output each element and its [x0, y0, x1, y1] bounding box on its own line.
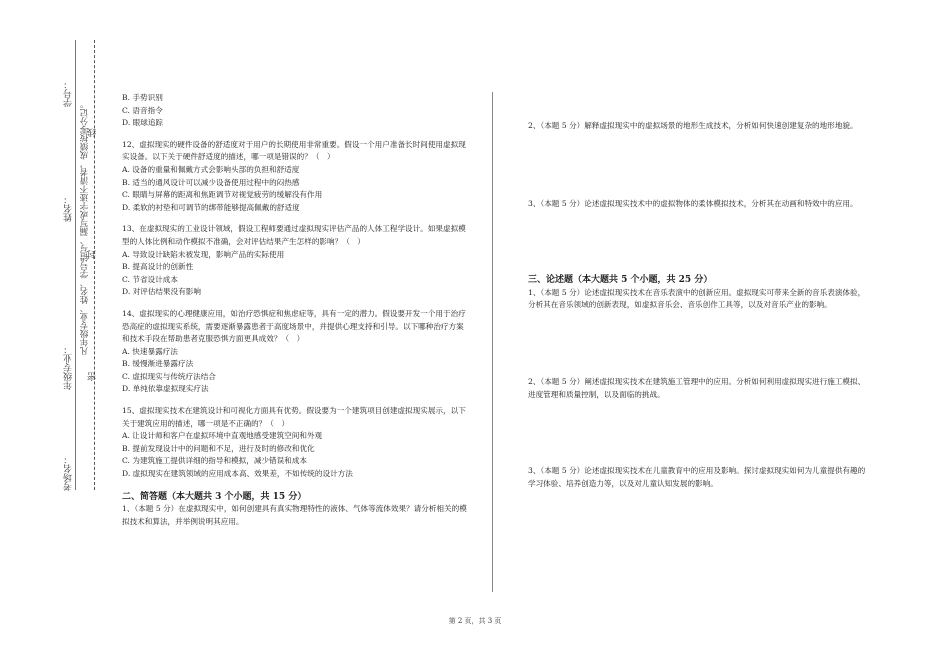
- option: D. 眼球追踪: [122, 118, 164, 128]
- option: C. 虚拟现实与传统疗法结合: [122, 371, 216, 381]
- essay-q3: 3、（本题 5 分）论述虚拟现实技术在儿童教育中的应用及影响。探讨虚拟现实如何为儿童提供有趣的学习体验、培养创造力等，以及对儿童认知发展的影响。: [528, 466, 866, 488]
- cut-mark-feng: 封: [88, 250, 98, 259]
- option: C. 眼睛与屏幕的距离和焦距调节对视觉疲劳的缓解没有作用: [122, 190, 323, 200]
- question-12: 12、虚拟现实的硬件设备的舒适度对于用户的长期使用非常重要。假设一个用户准备长时间使用虚拟现实设备。以下关于硬件舒适度的描述，哪一项是错误的？（ ）: [122, 139, 466, 162]
- option: B. 手势识别: [122, 93, 163, 102]
- short-answer-q3: 3、（本题 5 分）论述虚拟现实技术中的虚拟物体的柔体模拟技术，分析其在动画和特效中的应用。: [528, 198, 858, 208]
- cut-mark-mi: 密: [88, 372, 98, 381]
- student-name-label: 姓名：: [64, 195, 74, 222]
- option: D. 单纯依靠虚拟现实疗法: [122, 384, 209, 394]
- major-label: 年级专业：: [64, 345, 74, 390]
- right-column: [528, 120, 868, 490]
- option: A. 快速暴露疗法: [122, 346, 178, 356]
- option: C. 节省设计成本: [122, 274, 178, 284]
- section-2-heading: 二、简答题（本大题共 3 个小题，共 15 分）: [122, 491, 307, 502]
- short-answer-q1: 1、（本题 5 分）在虚拟现实中，如何创建具有真实物理特性的液体、气体等流体效果？请分析相关的模拟技术和算法，并举例说明其应用。: [122, 504, 467, 526]
- cut-mark-xian: 线: [88, 128, 98, 137]
- question-13: 13、在虚拟现实的工业设计领域，假设工程师要通过虚拟现实评估产品的人体工程学设计。如果虚拟模型的人体比例和动作模拟不准确，会对评估结果产生怎样的影响？（ ）: [122, 224, 466, 246]
- option: A. 导致设计缺陷未被发现，影响产品的实际使用: [122, 249, 285, 259]
- left-column: [122, 92, 470, 528]
- essay-q1: 1、（本题 5 分）论述虚拟现实技术在音乐表演中的创新应用。虚拟现实可带来全新的音乐表演体验，分析其在音乐领域的创新表现，如虚拟音乐会、音乐创作工具等，以及对音乐产业的影响。: [528, 287, 866, 310]
- option: D. 虚拟现实在建筑领域的应用成本高、效果差，不如传统的设计方法: [122, 469, 353, 479]
- question-15: 15、虚拟现实技术在建筑设计和可视化方面具有优势。假设要为一个建筑项目创建虚拟现实展示，以下关于建筑应用的描述，哪一项是不正确的？（ ）: [122, 406, 466, 428]
- binding-warning: 凡年级专业、姓名、学号错写、漏写或字迹不清者，成绩按零分记。: [80, 100, 90, 355]
- binding-strip: [0, 0, 110, 672]
- dashed-cut-line: [94, 40, 95, 490]
- section-3-heading: 三、论述题（本大题共 5 个小题，共 25 分）: [528, 275, 713, 286]
- page-footer: 第 2 页，共 3 页: [448, 617, 502, 625]
- option: B. 缓慢渐进暴露疗法: [122, 359, 194, 369]
- column-divider: [492, 92, 493, 592]
- option: B. 适当的通风设计可以减少设备使用过程中的闷热感: [122, 177, 300, 187]
- option: A. 让设计师和客户在虚拟环境中直观地感受建筑空间和外观: [122, 431, 323, 441]
- exam-room-label: 考场名：: [64, 455, 74, 491]
- option: C. 语音指令: [122, 105, 163, 115]
- option: B. 提高设计的创新性: [122, 262, 194, 272]
- short-answer-q2: 2、（本题 5 分）解释虚拟现实中的虚拟场景的地形生成技术，分析如何快速创建复杂的地形地貌。: [528, 121, 858, 130]
- option: B. 提前发现设计中的问题和不足，进行及时的修改和优化: [122, 443, 315, 453]
- question-14: 14、虚拟现实的心理健康应用，如治疗恐惧症和焦虑症等，具有一定的潜力。假设要开发一个用于治疗恐高症的虚拟现实系统，需要逐渐暴露患者于高度场景中，并提供心理支持和引导。以下哪种治疗方案和技术手段在帮助患者克服恐惧方面更具成效？（ ）: [122, 308, 466, 344]
- solid-binding-line: [75, 40, 76, 490]
- option: A. 设备的重量和佩戴方式会影响头部的负担和舒适度: [122, 164, 300, 174]
- essay-q2: 2、（本题 5 分）阐述虚拟现实技术在建筑施工管理中的应用。分析如何利用虚拟现实进行施工模拟、进度管理和质量控制，以及面临的挑战。: [528, 376, 866, 399]
- option: D. 柔软的衬垫和可调节的绑带能够提高佩戴的舒适度: [122, 202, 300, 212]
- option: D. 对评估结果没有影响: [122, 287, 201, 297]
- option: C. 为建筑施工提供详细的指导和模拟，减少错误和成本: [122, 456, 308, 466]
- student-id-label: 学号：: [64, 80, 74, 107]
